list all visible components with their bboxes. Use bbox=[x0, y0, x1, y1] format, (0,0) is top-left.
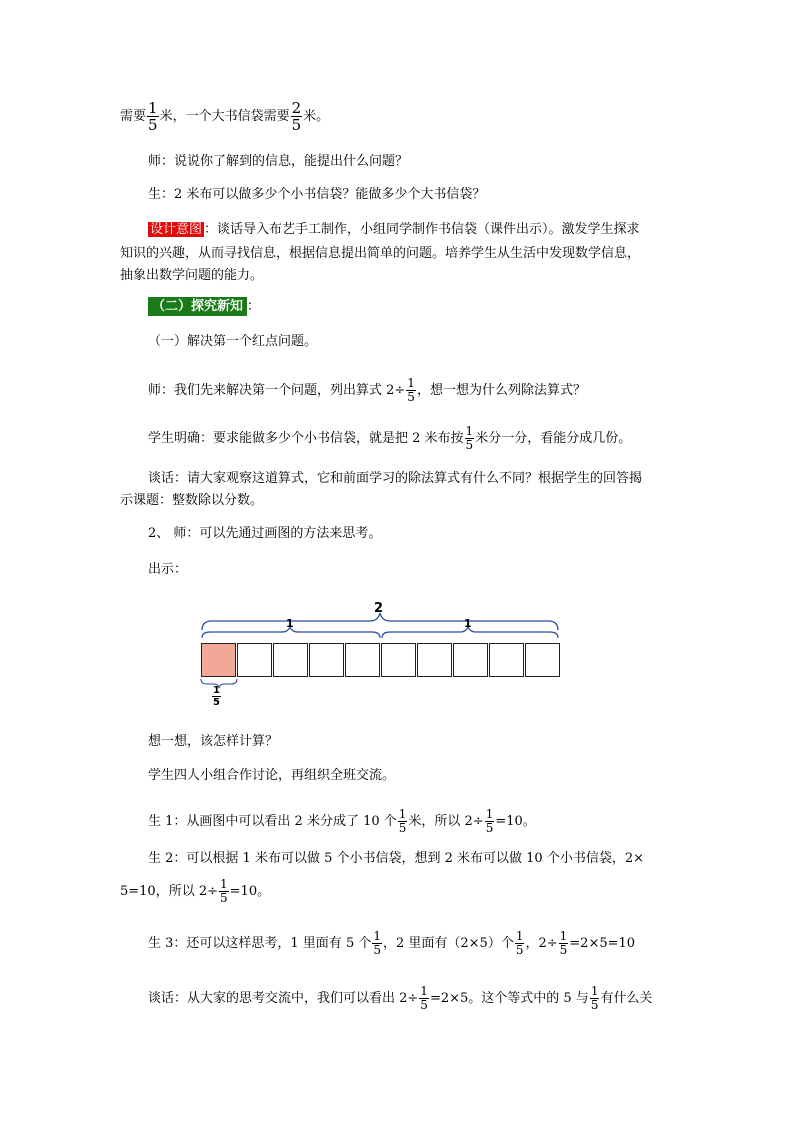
text-segment: 需要 bbox=[120, 109, 147, 124]
text-line: 示课题：整数除以分数。 bbox=[120, 493, 264, 508]
text-line: 学生四人小组合作讨论，再组织全班交流。 bbox=[148, 768, 396, 783]
fraction: $\frac{1}{5}$ bbox=[148, 99, 158, 134]
fraction: $\frac{1}{5}$ bbox=[220, 877, 228, 905]
strip-cell bbox=[345, 643, 380, 677]
strip-cell bbox=[417, 643, 452, 677]
text-line: 谈话：请大家观察这道算式，它和前面学习的除法算式有什么不同？根据学生的回答揭 bbox=[148, 471, 643, 486]
text-line bbox=[120, 100, 329, 133]
section-heading: （二）探究新知 ： bbox=[148, 297, 260, 317]
strip-cell bbox=[237, 643, 272, 677]
text-line: 出示： bbox=[148, 562, 188, 577]
total-label: 2 bbox=[374, 601, 384, 616]
part-fraction-label: $\frac{1}{5}$ bbox=[213, 685, 220, 708]
design-intent-tag: 设计意图 bbox=[150, 222, 203, 237]
half-label: 1 bbox=[286, 617, 294, 630]
text-line: 生 2：可以根据 1 米布可以做 5 个小书信袋，想到 2 米布可以做 10 个小书信袋，2× bbox=[148, 851, 644, 866]
fraction: $\frac{1}{5}$ bbox=[465, 424, 474, 452]
strip-cell bbox=[273, 643, 308, 677]
fraction: $\frac{1}{5}$ bbox=[373, 929, 381, 957]
strip-cell bbox=[489, 643, 524, 677]
text-line: 知识的兴趣，从而寻找信息，根据信息提出简单的问题。培养学生从生活中发现数学信息， bbox=[120, 246, 641, 261]
fraction: $\frac{1}{5}$ bbox=[590, 984, 599, 1012]
text-line: 想一想，该怎样计算？ bbox=[148, 734, 279, 749]
design-intent-line: 设计意图 ：谈话导入布艺手工制作，小组同学制作书信袋（课件出示）。激发学生探求 bbox=[150, 222, 640, 237]
half-label: 1 bbox=[464, 617, 472, 630]
text-line: 生：2 米布可以做多少个小书信袋？能做多少个大书信袋？ bbox=[148, 187, 486, 202]
text-line: 2、 师：可以先通过画图的方法来思考。 bbox=[148, 526, 382, 541]
strip-cell-shaded bbox=[201, 643, 236, 677]
text-line: 师：我们先来解决第一个问题，列出算式 2÷ $\frac{1}{5}$ ，想一想为什么列除法算式？ bbox=[148, 376, 586, 404]
fraction: $\frac{2}{5}$ bbox=[291, 99, 302, 134]
fraction: $\frac{1}{5}$ bbox=[515, 929, 524, 957]
text-line: 生 1：从画图中可以看出 2 米分成了 10 个 $\frac{1}{5}$ 米，所以 2÷ $\frac{1}{5}$ =10。 bbox=[148, 807, 536, 835]
text-line: 5=10，所以 2÷ $\frac{1}{5}$ =10。 bbox=[120, 877, 271, 905]
fraction: $\frac{1}{5}$ bbox=[485, 807, 494, 835]
text-segment: 米。 bbox=[303, 109, 330, 124]
strip-cell bbox=[381, 643, 416, 677]
text-segment: 米，一个大书信袋需要 bbox=[159, 109, 290, 124]
strip-cell bbox=[525, 643, 560, 677]
fraction-strip-diagram bbox=[198, 600, 566, 710]
text-line: （一）解决第一个红点问题。 bbox=[148, 334, 318, 349]
text-line: 师：说说你了解到的信息，能提出什么问题？ bbox=[148, 154, 409, 169]
fraction: $\frac{1}{5}$ bbox=[398, 807, 407, 835]
fraction: $\frac{1}{5}$ bbox=[407, 376, 415, 404]
text-line: 学生明确：要求能做多少个小书信袋，就是把 2 米布按 $\frac{1}{5}$ 米分一分，看能分成几份。 bbox=[148, 424, 632, 452]
fraction: $\frac{1}{5}$ bbox=[559, 929, 568, 957]
strip-cell bbox=[309, 643, 344, 677]
strip-cell bbox=[453, 643, 488, 677]
text-line: 生 3：还可以这样思考，1 里面有 5 个 $\frac{1}{5}$ ，2 里面有（2×5）个 $\frac{1}{5}$ ，2÷ $\frac{1}{5}$ =2×5=10 bbox=[148, 929, 636, 957]
text-line: 抽象出数学问题的能力。 bbox=[120, 268, 264, 283]
text-line: 谈话：从大家的思考交流中，我们可以看出 2÷ $\frac{1}{5}$ =2×5。这个等式中的 5 与 $\frac{1}{5}$ 有什么关 bbox=[148, 984, 653, 1012]
fraction: $\frac{1}{5}$ bbox=[420, 984, 428, 1012]
